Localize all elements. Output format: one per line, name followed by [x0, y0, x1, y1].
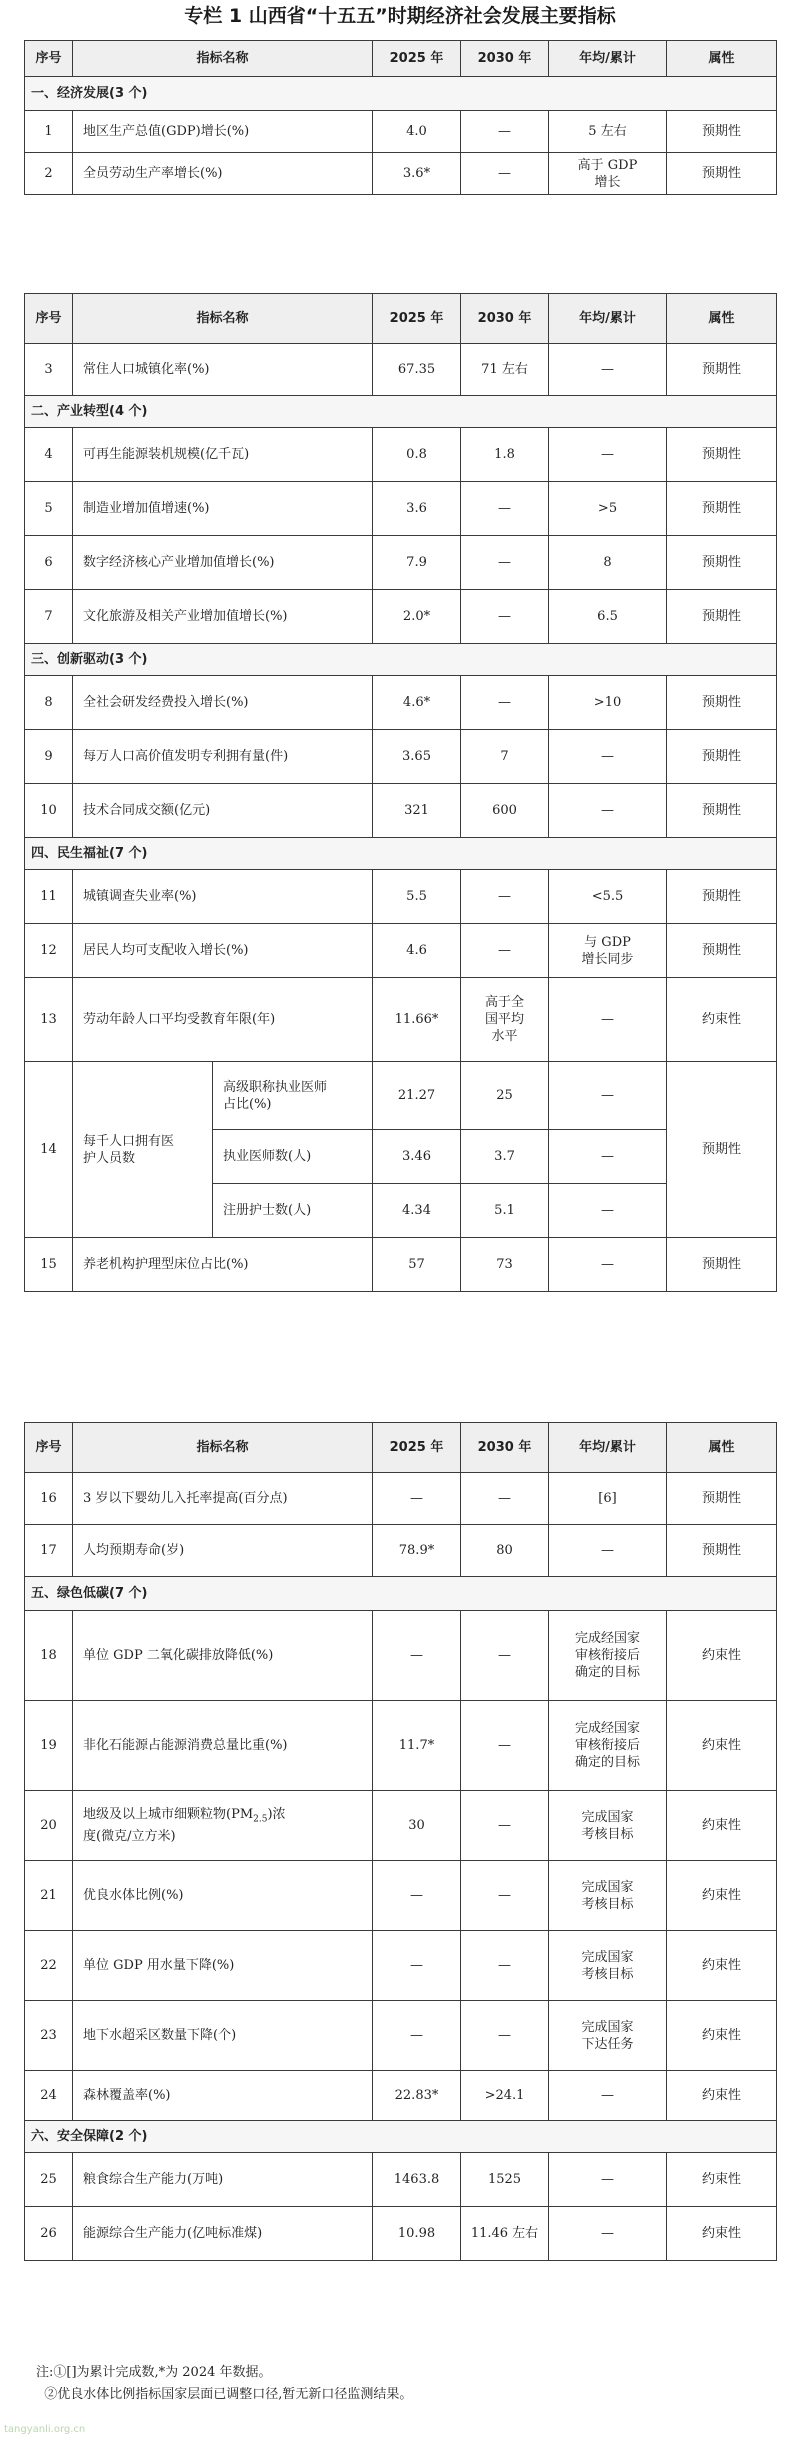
value-2030: 600 [461, 784, 549, 838]
table-row-group [25, 1062, 777, 1130]
value-annual: — [549, 1130, 667, 1184]
header-annual: 年均/累计 [549, 1423, 667, 1473]
indicator-name: 制造业增加值增速(%) [73, 482, 373, 536]
row-index: 17 [25, 1525, 73, 1577]
value-annual: — [549, 784, 667, 838]
value-2025: 10.98 [373, 2207, 461, 2261]
value-annual: 完成经国家 审核衔接后 确定的目标 [549, 1701, 667, 1791]
table-header-row [25, 41, 777, 77]
indicator-name: 人均预期寿命(岁) [73, 1525, 373, 1577]
row-attribute: 约束性 [667, 1611, 777, 1701]
row-index: 12 [25, 924, 73, 978]
row-index: 7 [25, 590, 73, 644]
value-2030: — [461, 111, 549, 153]
row-index: 24 [25, 2071, 73, 2121]
value-annual: 高于 GDP 增长 [549, 153, 667, 195]
table-row [25, 482, 777, 536]
indicator-name: 可再生能源装机规模(亿千瓦) [73, 428, 373, 482]
header-attribute: 属性 [667, 294, 777, 344]
value-annual: — [549, 1238, 667, 1292]
table-row [25, 1861, 777, 1931]
value-2025: 321 [373, 784, 461, 838]
value-2030: 1.8 [461, 428, 549, 482]
value-2030: 71 左右 [461, 344, 549, 396]
value-annual: — [549, 428, 667, 482]
value-annual: — [549, 1062, 667, 1130]
section-heading: 三、创新驱动(3 个) [25, 644, 777, 676]
value-annual: [6] [549, 1473, 667, 1525]
value-annual: — [549, 978, 667, 1062]
value-2030: 7 [461, 730, 549, 784]
value-2025: 3.46 [373, 1130, 461, 1184]
value-2025: — [373, 1931, 461, 2001]
indicator-name: 森林覆盖率(%) [73, 2071, 373, 2121]
row-index: 10 [25, 784, 73, 838]
page-title: 专栏 1 山西省“十五五”时期经济社会发展主要指标 [184, 5, 616, 27]
value-annual: <5.5 [549, 870, 667, 924]
value-annual: 完成国家 考核目标 [549, 1861, 667, 1931]
value-2030: 5.1 [461, 1184, 549, 1238]
header-indicator: 指标名称 [73, 1423, 373, 1473]
indicator-table-part-2 [24, 293, 777, 1292]
value-2030: — [461, 1473, 549, 1525]
row-attribute: 预期性 [667, 1525, 777, 1577]
header-2030: 2030 年 [461, 294, 549, 344]
value-2025: 4.0 [373, 111, 461, 153]
row-index: 13 [25, 978, 73, 1062]
value-2030: — [461, 153, 549, 195]
table-row [25, 2153, 777, 2207]
table-row [25, 1525, 777, 1577]
header-2025: 2025 年 [373, 1423, 461, 1473]
value-2025: 3.6* [373, 153, 461, 195]
table-row [25, 111, 777, 153]
row-attribute: 预期性 [667, 870, 777, 924]
value-2030: 73 [461, 1238, 549, 1292]
value-2030: — [461, 676, 549, 730]
value-2025: 4.6 [373, 924, 461, 978]
row-index: 4 [25, 428, 73, 482]
value-2030: >24.1 [461, 2071, 549, 2121]
row-index: 25 [25, 2153, 73, 2207]
value-2030: — [461, 2001, 549, 2071]
value-annual: >5 [549, 482, 667, 536]
value-2030: 11.46 左右 [461, 2207, 549, 2261]
value-annual: — [549, 2071, 667, 2121]
indicator-name: 养老机构护理型床位占比(%) [73, 1238, 373, 1292]
value-2030: 3.7 [461, 1130, 549, 1184]
note-line: ②优良水体比例指标国家层面已调整口径,暂无新口径监测结果。 [36, 2387, 413, 2402]
value-annual: 完成国家 下达任务 [549, 2001, 667, 2071]
value-2030: — [461, 536, 549, 590]
value-2030: 80 [461, 1525, 549, 1577]
indicator-table-part-1 [24, 40, 777, 195]
watermark-text: tangyanli.org.cn [4, 2424, 86, 2435]
table-row [25, 1473, 777, 1525]
table-row [25, 2207, 777, 2261]
value-2025: 57 [373, 1238, 461, 1292]
row-index: 2 [25, 153, 73, 195]
row-attribute: 约束性 [667, 1701, 777, 1791]
value-2030: — [461, 1611, 549, 1701]
indicator-name: 非化石能源占能源消费总量比重(%) [73, 1701, 373, 1791]
row-index: 21 [25, 1861, 73, 1931]
row-attribute: 约束性 [667, 978, 777, 1062]
row-attribute: 约束性 [667, 1931, 777, 2001]
value-2025: 78.9* [373, 1525, 461, 1577]
header-index: 序号 [25, 1423, 73, 1473]
row-attribute: 约束性 [667, 2207, 777, 2261]
value-2025: 3.6 [373, 482, 461, 536]
indicator-name: 单位 GDP 二氧化碳排放降低(%) [73, 1611, 373, 1701]
indicator-name: 城镇调查失业率(%) [73, 870, 373, 924]
indicator-name: 粮食综合生产能力(万吨) [73, 2153, 373, 2207]
row-index: 18 [25, 1611, 73, 1701]
row-index: 8 [25, 676, 73, 730]
value-2030: — [461, 1931, 549, 2001]
row-index: 19 [25, 1701, 73, 1791]
indicator-sub-name: 执业医师数(人) [213, 1130, 373, 1184]
value-annual: — [549, 730, 667, 784]
indicator-sub-name: 高级职称执业医师 占比(%) [213, 1062, 373, 1130]
header-attribute: 属性 [667, 1423, 777, 1473]
value-2025: 22.83* [373, 2071, 461, 2121]
value-2025: 30 [373, 1791, 461, 1861]
row-index: 23 [25, 2001, 73, 2071]
row-attribute: 约束性 [667, 1861, 777, 1931]
value-annual: — [549, 2153, 667, 2207]
header-annual: 年均/累计 [549, 294, 667, 344]
indicator-group-name: 每千人口拥有医 护人员数 [73, 1062, 213, 1238]
value-2030: — [461, 924, 549, 978]
header-indicator: 指标名称 [73, 41, 373, 77]
value-2030: — [461, 1701, 549, 1791]
table-row [25, 2071, 777, 2121]
value-annual: 完成国家 考核目标 [549, 1791, 667, 1861]
row-index: 22 [25, 1931, 73, 2001]
indicator-name: 常住人口城镇化率(%) [73, 344, 373, 396]
row-attribute: 约束性 [667, 1791, 777, 1861]
row-index: 3 [25, 344, 73, 396]
section-heading: 一、经济发展(3 个) [25, 77, 777, 111]
table-header-row [25, 1423, 777, 1473]
value-annual: >10 [549, 676, 667, 730]
value-2030: 高于全 国平均 水平 [461, 978, 549, 1062]
table-row [25, 730, 777, 784]
table-header-row [25, 294, 777, 344]
table-row [25, 536, 777, 590]
row-attribute: 预期性 [667, 536, 777, 590]
row-attribute: 预期性 [667, 428, 777, 482]
value-2030: — [461, 1791, 549, 1861]
indicator-name: 居民人均可支配收入增长(%) [73, 924, 373, 978]
indicator-name: 能源综合生产能力(亿吨标准煤) [73, 2207, 373, 2261]
row-attribute: 约束性 [667, 2071, 777, 2121]
table-row [25, 784, 777, 838]
indicator-name: 每万人口高价值发明专利拥有量(件) [73, 730, 373, 784]
value-2030: — [461, 1861, 549, 1931]
row-attribute: 预期性 [667, 1062, 777, 1238]
row-attribute: 约束性 [667, 2001, 777, 2071]
indicator-name: 全社会研发经费投入增长(%) [73, 676, 373, 730]
header-annual: 年均/累计 [549, 41, 667, 77]
indicator-sub-name: 注册护士数(人) [213, 1184, 373, 1238]
table-notes [36, 2362, 776, 2406]
value-2030: 25 [461, 1062, 549, 1130]
indicator-name: 地区生产总值(GDP)增长(%) [73, 111, 373, 153]
header-2030: 2030 年 [461, 41, 549, 77]
value-annual: — [549, 1525, 667, 1577]
header-2025: 2025 年 [373, 294, 461, 344]
table-row [25, 2001, 777, 2071]
indicator-table-part-3 [24, 1422, 777, 2261]
row-attribute: 预期性 [667, 153, 777, 195]
indicator-name: 数字经济核心产业增加值增长(%) [73, 536, 373, 590]
row-attribute: 预期性 [667, 676, 777, 730]
value-annual: 6.5 [549, 590, 667, 644]
indicator-name: 地下水超采区数量下降(个) [73, 2001, 373, 2071]
section-heading: 四、民生福祉(7 个) [25, 838, 777, 870]
value-2025: — [373, 1473, 461, 1525]
row-index: 11 [25, 870, 73, 924]
table-row [25, 1611, 777, 1701]
value-2025: 1463.8 [373, 2153, 461, 2207]
indicator-name: 3 岁以下婴幼儿入托率提高(百分点) [73, 1473, 373, 1525]
row-attribute: 预期性 [667, 1473, 777, 1525]
row-attribute: 预期性 [667, 344, 777, 396]
value-annual: 与 GDP 增长同步 [549, 924, 667, 978]
value-2025: 7.9 [373, 536, 461, 590]
row-index: 15 [25, 1238, 73, 1292]
row-index: 16 [25, 1473, 73, 1525]
table-row [25, 590, 777, 644]
table-row [25, 870, 777, 924]
value-2025: 21.27 [373, 1062, 461, 1130]
value-2025: 2.0* [373, 590, 461, 644]
value-2030: — [461, 482, 549, 536]
indicator-name: 劳动年龄人口平均受教育年限(年) [73, 978, 373, 1062]
table-row [25, 676, 777, 730]
table-row [25, 1931, 777, 2001]
header-2025: 2025 年 [373, 41, 461, 77]
row-index: 14 [25, 1062, 73, 1238]
note-line: 注:①[]为累计完成数,*为 2024 年数据。 [36, 2365, 272, 2380]
indicator-name: 单位 GDP 用水量下降(%) [73, 1931, 373, 2001]
value-2025: — [373, 1611, 461, 1701]
value-2025: 0.8 [373, 428, 461, 482]
table-row [25, 924, 777, 978]
header-index: 序号 [25, 41, 73, 77]
row-attribute: 预期性 [667, 111, 777, 153]
row-index: 1 [25, 111, 73, 153]
value-2030: — [461, 870, 549, 924]
indicator-name: 文化旅游及相关产业增加值增长(%) [73, 590, 373, 644]
value-annual: — [549, 1184, 667, 1238]
row-attribute: 预期性 [667, 590, 777, 644]
value-2025: 3.65 [373, 730, 461, 784]
value-annual: 完成国家 考核目标 [549, 1931, 667, 2001]
value-annual: — [549, 344, 667, 396]
header-attribute: 属性 [667, 41, 777, 77]
value-2030: 1525 [461, 2153, 549, 2207]
indicator-name: 地级及以上城市细颗粒物$(PM_{2.5})$浓 度(微克/立方米) [73, 1791, 373, 1861]
section-heading: 六、安全保障(2 个) [25, 2121, 777, 2153]
value-annual: 8 [549, 536, 667, 590]
row-attribute: 约束性 [667, 2153, 777, 2207]
row-index: 26 [25, 2207, 73, 2261]
table-row [25, 1701, 777, 1791]
table-row [25, 428, 777, 482]
indicator-name: 技术合同成交额(亿元) [73, 784, 373, 838]
row-attribute: 预期性 [667, 1238, 777, 1292]
row-attribute: 预期性 [667, 784, 777, 838]
value-2025: 67.35 [373, 344, 461, 396]
value-2030: — [461, 590, 549, 644]
value-2025: 4.6* [373, 676, 461, 730]
value-2025: — [373, 1861, 461, 1931]
value-2025: 11.7* [373, 1701, 461, 1791]
indicator-name: 全员劳动生产率增长(%) [73, 153, 373, 195]
row-index: 6 [25, 536, 73, 590]
row-index: 9 [25, 730, 73, 784]
table-row [25, 1238, 777, 1292]
table-row [25, 344, 777, 396]
value-2025: 5.5 [373, 870, 461, 924]
header-index: 序号 [25, 294, 73, 344]
value-annual: 完成经国家 审核衔接后 确定的目标 [549, 1611, 667, 1701]
row-index: 20 [25, 1791, 73, 1861]
indicator-name: 优良水体比例(%) [73, 1861, 373, 1931]
section-heading: 二、产业转型(4 个) [25, 396, 777, 428]
value-2025: 11.66* [373, 978, 461, 1062]
value-2025: 4.34 [373, 1184, 461, 1238]
value-annual: 5 左右 [549, 111, 667, 153]
row-attribute: 预期性 [667, 730, 777, 784]
row-index: 5 [25, 482, 73, 536]
header-2030: 2030 年 [461, 1423, 549, 1473]
table-row [25, 153, 777, 195]
row-attribute: 预期性 [667, 924, 777, 978]
value-annual: — [549, 2207, 667, 2261]
section-heading: 五、绿色低碳(7 个) [25, 1577, 777, 1611]
row-attribute: 预期性 [667, 482, 777, 536]
table-row [25, 978, 777, 1062]
table-row [25, 1791, 777, 1861]
header-indicator: 指标名称 [73, 294, 373, 344]
value-2025: — [373, 2001, 461, 2071]
